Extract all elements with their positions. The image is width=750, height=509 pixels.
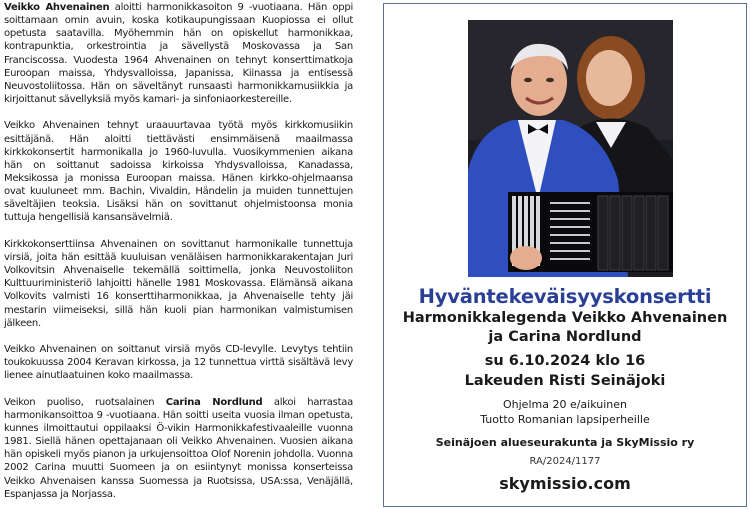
paragraph-2: Veikko Ahvenainen tehnyt uraauurtavaa työtä myös kirkkomusiikin esittäjänä. Hän aloitti tiettävästi ensimmäisenä maailmassa kirkkokonsertit harmonikalla jo 1960-luvulla. Vuosikymmenien aikana hän on soittanut sadoissa kirkoissa Yhdysvalloissa, Kanadassa, Meksikossa ja monissa Euroopan maissa. Hänen kirkko-ohjelmaansa ovat kuuluneet mm. Bachin, Vivaldin, Händelin ja muiden tunnettujen säveltäjien teoksia. Lisäksi hän on sovittanut ohjelmistoonsa monia tuttuja hengellisiä kansansävelmiä. <box>4 120 353 224</box>
performers-line-1: Harmonikkalegenda Veikko Ahvenainen <box>402 310 728 326</box>
website-link[interactable]: skymissio.com <box>499 474 631 493</box>
organizers: Seinäjoen alueseurakunta ja SkyMissio ry <box>435 436 695 449</box>
name-carina: Carina Nordlund <box>165 396 263 408</box>
concert-venue: Lakeuden Risti Seinäjoki <box>464 373 666 389</box>
permit-number: RA/2024/1177 <box>529 456 601 467</box>
paragraph-3: Kirkkokonserttiinsa Ahvenainen on sovittanut harmonikalle tunnettuja virsiä, joita hän esittää kuuluisan venäläisen harmonikkarakentajan Juri Volkovitsin Ahvenaiselle tekemällä soittimella, jonka Neuvostoliiton Kulttuuriministeriö lahjoitti hänelle 1981 Moskovassa. Elämänsä aikana Volkovits valmisti 16 konserttiharmonikkaa, ja Ahvenaiselle tehty jäi mestarin viimeiseksi, sillä hän kuoli pian harmonikan valmistumisen jälkeen. <box>4 238 353 329</box>
proceeds-note: Tuotto Romanian lapsiperheille <box>480 413 650 426</box>
concert-datetime: su 6.10.2024 klo 16 <box>484 353 646 369</box>
performers-photo <box>468 20 673 277</box>
concert-poster <box>383 3 747 507</box>
performers-photo-illustration <box>468 20 673 277</box>
paragraph-4: Veikko Ahvenainen on soittanut virsiä myös CD-levylle. Levytys tehtiin toukokuussa 2004 Keravan kirkossa, ja 12 tunnettua virttä sisältävä levy lienee ainutlaatuinen koko maailmassa. <box>4 344 353 382</box>
performers-line-2: ja Carina Nordlund <box>488 329 642 345</box>
program-price: Ohjelma 20 e/aikuinen <box>503 398 627 411</box>
article-column <box>4 1 353 509</box>
name-veikko: Veikko Ahvenainen <box>4 2 110 13</box>
poster-title: Hyväntekeväisyyskonsertti <box>418 285 712 308</box>
paragraph-1: Veikko Ahvenainen aloitti harmonikkasoiton 9 -vuotiaana. Hän oppi soittamaan omin avuin, koska kotikaupungissaan Kuopiossa ei ollut opetusta saatavilla. Myöhemmin hän on opiskellut harmonikkaa, kontrapunktia, orkestrointia ja sävellystä Moskovassa ja San Franciscossa. Vuodesta 1964 Ahvenainen on tehnyt konserttimatkoja Euroopan maissa, Yhdysvalloissa, Japanissa, Kiinassa ja entisessä Neuvostoliitossa. Hän on säveltänyt runsaasti harmonikkamusiikkia ja kirjoittanut sävellyksiä myös kamari- ja sinfoniaorkestereille. <box>4 2 353 106</box>
paragraph-5: Veikon puoliso, ruotsalainen Carina Nordlund alkoi harrastaa harmonikansoittoa 9 -vuotiaana. Hän soitti useita vuosia ilman opetusta, kunnes ilmoittautui oppilaaksi Ö-vikin Harmonikkafestivaaleille vuonna 1981. Siellä hänen opettajanaan oli Veikko Ahvenainen. Vuosien aikana hän opiskeli myös pianon ja urkujensoittoa Olof Norenin johdolla. Vuonna 2002 Carina muutti Suomeen ja on esiintynyt monissa konserteissa Veikko Ahvenaisen kanssa Suomessa ja Ruotsissa, USA:ssa, Venäjällä, Espanjassa ja Norjassa. <box>4 396 354 500</box>
